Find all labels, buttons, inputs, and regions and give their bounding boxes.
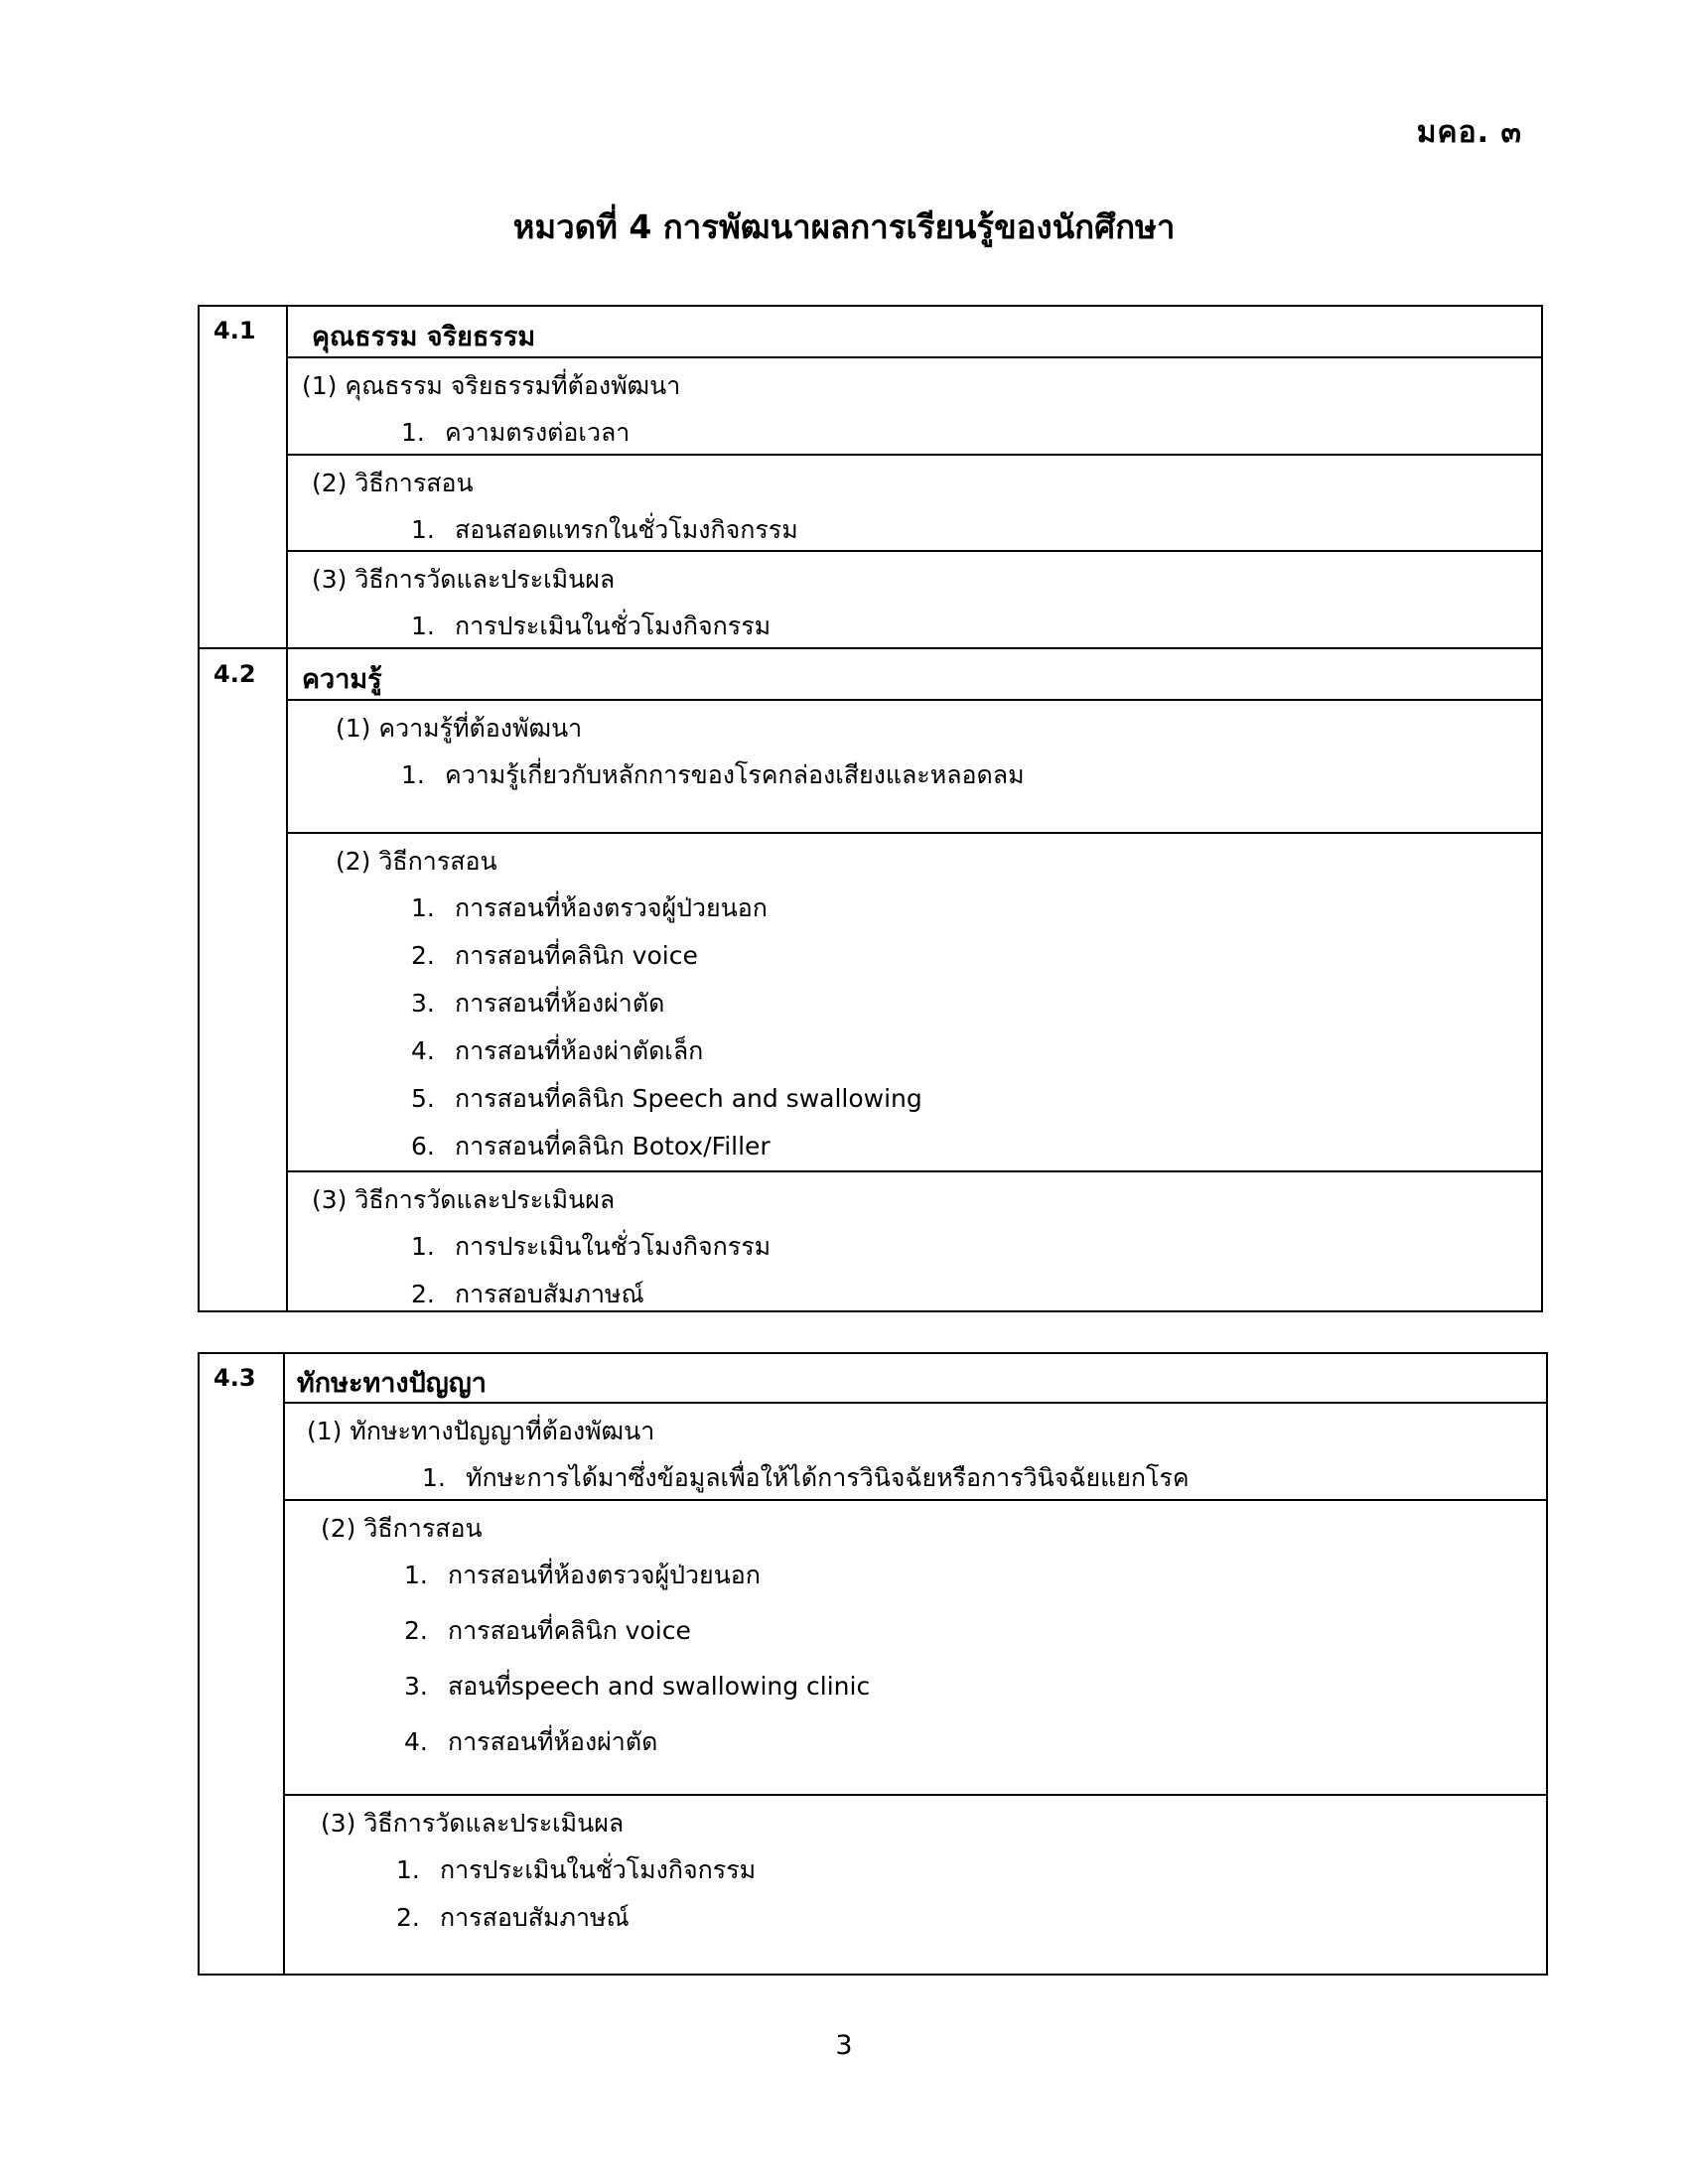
- section-heading-row: [288, 649, 1541, 701]
- list-item: 2. การสอนที่คลินิก voice: [411, 941, 698, 970]
- list-item: 4. การสอนที่ห้องผ่าตัด: [404, 1727, 658, 1756]
- document-code: มคอ. ๓: [1416, 115, 1522, 150]
- section-part-row: [288, 552, 1541, 649]
- list-item: 1. การประเมินในชั่วโมงกิจกรรม: [411, 1232, 772, 1261]
- section-heading-row: [288, 307, 1541, 358]
- list-item: 1. การสอนที่ห้องตรวจผู้ป่วยนอก: [404, 1561, 761, 1589]
- section-part-row: [288, 1172, 1541, 1310]
- list-item: 2. การสอบสัมภาษณ์: [411, 1280, 644, 1308]
- section-content-column: [285, 1354, 1546, 1974]
- section-number-column: [200, 307, 288, 1310]
- part-label: (2) วิธีการสอน: [321, 1514, 483, 1543]
- page-title: หมวดที่ 4 การพัฒนาผลการเรียนรู้ของนักศึกษา: [512, 207, 1176, 246]
- part-label: (3) วิธีการวัดและประเมินผล: [312, 1185, 616, 1214]
- section-content-column: [288, 307, 1541, 1310]
- section-part-row: [285, 1404, 1546, 1501]
- section-number-4-3: 4.3: [213, 1364, 256, 1392]
- section-part-row: [285, 1501, 1546, 1796]
- list-item: 3. การสอนที่ห้องผ่าตัด: [411, 989, 665, 1018]
- list-item: 1. การสอนที่ห้องตรวจผู้ป่วยนอก: [411, 893, 768, 922]
- section-part-row: [288, 834, 1541, 1172]
- list-item: 1. สอนสอดแทรกในชั่วโมงกิจกรรม: [411, 515, 798, 544]
- list-item: 1. การประเมินในชั่วโมงกิจกรรม: [411, 612, 772, 640]
- learning-outcomes-table-1: [198, 305, 1543, 1312]
- list-item: 6. การสอนที่คลินิก Botox/Filler: [411, 1132, 771, 1160]
- section-number-4-1: 4.1: [213, 317, 256, 344]
- section-heading-4-3: ทักษะทางปัญญา: [297, 1368, 487, 1399]
- section-number-4-2: 4.2: [213, 660, 256, 688]
- part-label: (1) คุณธรรม จริยธรรมที่ต้องพัฒนา: [302, 371, 681, 400]
- list-item: 3. สอนที่speech and swallowing clinic: [404, 1672, 871, 1701]
- part-label: (3) วิธีการวัดและประเมินผล: [312, 565, 616, 594]
- section-heading-4-1: คุณธรรม จริยธรรม: [312, 322, 536, 352]
- list-item: 2. การสอนที่คลินิก voice: [404, 1616, 691, 1645]
- section-part-row: [285, 1796, 1546, 1974]
- learning-outcomes-table-2: [198, 1352, 1548, 1976]
- list-item: 1. ความรู้เกี่ยวกับหลักการของโรคกล่องเสียงและหลอดลม: [401, 760, 1025, 789]
- list-item: 5. การสอนที่คลินิก Speech and swallowing: [411, 1084, 922, 1113]
- section-part-row: [288, 456, 1541, 552]
- part-label: (2) วิธีการสอน: [312, 469, 474, 497]
- list-item: 2. การสอบสัมภาษณ์: [396, 1903, 630, 1932]
- list-item: 1. การประเมินในชั่วโมงกิจกรรม: [396, 1855, 757, 1884]
- section-part-row: [288, 701, 1541, 834]
- section-part-row: [288, 358, 1541, 456]
- part-label: (1) ทักษะทางปัญญาที่ต้องพัฒนา: [307, 1417, 655, 1445]
- list-item: 4. การสอนที่ห้องผ่าตัดเล็ก: [411, 1036, 704, 1065]
- part-label: (3) วิธีการวัดและประเมินผล: [321, 1809, 625, 1838]
- list-item: 1. ความตรงต่อเวลา: [401, 418, 631, 447]
- section-heading-row: [285, 1354, 1546, 1404]
- page-number: 3: [835, 2030, 853, 2061]
- list-item: 1. ทักษะการได้มาซึ่งข้อมูลเพื่อให้ได้การวินิจฉัยหรือการวินิจฉัยแยกโรค: [422, 1463, 1190, 1492]
- section-number-column: [200, 1354, 285, 1974]
- part-label: (2) วิธีการสอน: [336, 847, 497, 876]
- section-heading-4-2: ความรู้: [302, 664, 382, 695]
- part-label: (1) ความรู้ที่ต้องพัฒนา: [336, 714, 583, 743]
